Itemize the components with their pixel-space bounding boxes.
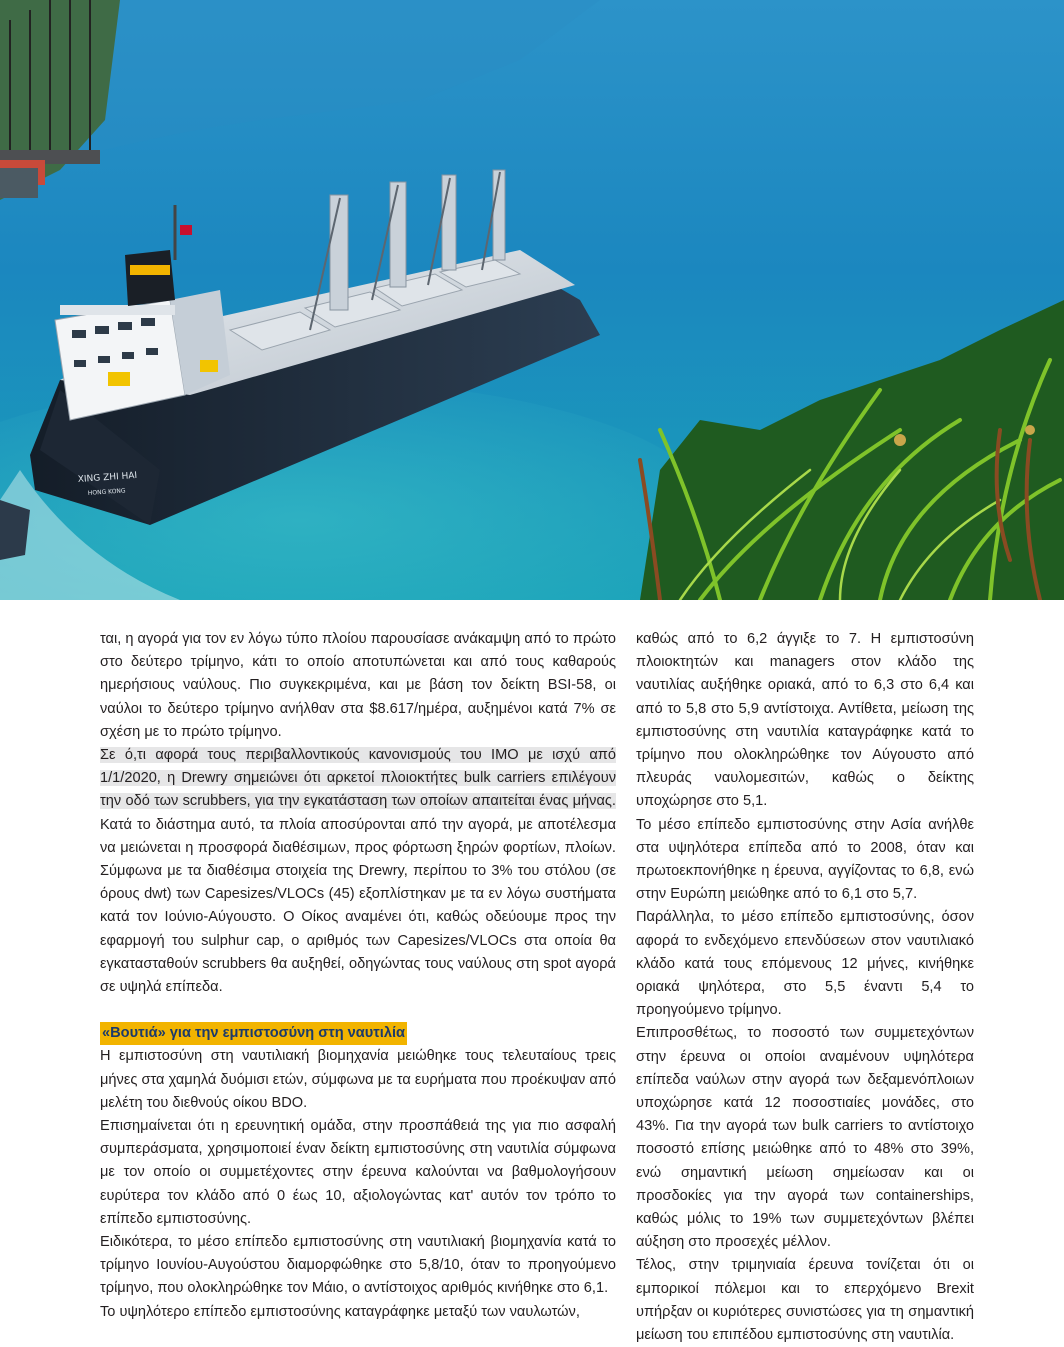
paragraph-text: Κατά το διάστημα αυτό, τα πλοία αποσύρονται από την αγορά, με αποτέλεσμα να μειώνεται η προσφορά διαθέσιμων, προς φόρτωση ξηρών φορτίων, πλοίων. Σύμφωνα με τα διαθέσιμα στοιχεία της Drewry, περίπου το 3% του στόλου (σε όρους dwt) των Capesizes/VLOCs (45) εξοπλίστηκαν με τα εν λόγω συστήματα κατά τον Ιούνιο-Αύγουστο. Ο Οίκος αναμένει ότι, καθώς οδεύουμε προς την εφαρμογή του sulphur cap, ο αριθμός των Capesizes/VLOCs στα οποία θα εγκατασταθούν scrubbers θα αυξηθεί, οδηγώντας τους ναύλους στη spot αγορά σε υψηλά επίπεδα. bbox=[100, 816, 616, 996]
section-heading: «Βουτιά» για την εμπιστοσύνη στη ναυτιλία bbox=[100, 1022, 407, 1045]
article-right-column bbox=[636, 628, 974, 1347]
bulk-carrier-ship-photo-icon bbox=[0, 0, 1064, 600]
paragraph: καθώς από το 6,2 άγγιξε το 7. Η εμπιστοσύνη πλοιοκτητών και managers στον κλάδο της ναυτιλίας αυξήθηκε οριακά, από το 6,3 στο 6,4 και από το 5,8 στο 5,9 αντίστοιχα. Αντίθετα, μείωση της εμπιστοσύνης στη ναυτιλία καταγράφηκε κατά το τρίμηνο που ολοκληρώθηκε τον Αύγουστο από πλευράς ναυλομεσιτών, καθώς ο δείκτης υποχώρησε στο 5,1. bbox=[636, 631, 974, 810]
paragraph: Το μέσο επίπεδο εμπιστοσύνης στην Ασία ανήλθε στα υψηλότερα επίπεδα από το 2008, όταν και πρωτοεκπονήθηκε η έρευνα, αγγίζοντας το 6,8, ενώ στην Ευρώπη μειώθηκε από το 6,1 στο 5,7. bbox=[636, 816, 974, 903]
paragraph: Επισημαίνεται ότι η ερευνητική ομάδα, στην προσπάθειά της για πιο ασφαλή συμπεράσματα, χρησιμοποιεί έναν δείκτη εμπιστοσύνης στη ναυτιλία σύμφωνα με τον οποίο οι συμμετέχοντες στην έρευνα καλούνται να βαθμολογήσουν ευρύτερα τον κλάδο από 0 έως 10, αξιολογώντας κατ' αυτόν τον τρόπο το επίπεδο εμπιστοσύνης. bbox=[100, 1118, 616, 1227]
ship-photo bbox=[0, 0, 1064, 600]
section-spacer bbox=[100, 999, 616, 1022]
paragraph: Ειδικότερα, το μέσο επίπεδο εμπιστοσύνης στη ναυτιλιακή βιομηχανία κατά το τρίμηνο Ιουνίου-Αυγούστου διαμορφώθηκε στο 5,8/10, όταν το προηγούμενο τρίμηνο, που ολοκληρώθηκε τον Μάιο, ο αντίστοιχος αριθμός κινήθηκε στο 6,1. bbox=[100, 1234, 616, 1297]
paragraph: Το υψηλότερο επίπεδο εμπιστοσύνης καταγράφηκε μεταξύ των ναυλωτών, bbox=[100, 1303, 580, 1320]
paragraph: Παράλληλα, το μέσο επίπεδο εμπιστοσύνης, όσον αφορά το ενδεχόμενο επενδύσεων στον ναυτιλιακό κλάδο κατά τους επόμενους 12 μήνες, κινήθηκε οριακά ψηλότερα, στο 5,5 έναντι 5,4 το προηγούμενο τρίμηνο. bbox=[636, 909, 974, 1019]
paragraph: ται, η αγορά για τον εν λόγω τύπο πλοίου παρουσίασε ανάκαμψη από το πρώτο στο δεύτερο τρίμηνο, κάτι το οποίο αποτυπώνεται και από τους καθαρούς ημερήσιους ναύλους. Πιο συγκεκριμένα, και με βάση τον δείκτη BSI-58, οι ναύλοι το δεύτερο τρίμηνο ανήλθαν στα $8.617/ημέρα, αυξημένοι κατά 7% σε σχέση με το πρώτο τρίμηνο. bbox=[100, 631, 616, 740]
paragraph: Επιπροσθέτως, το ποσοστό των συμμετεχόντων στην έρευνα οι οποίοι αναμένουν υψηλότερα επίπεδα ναύλων στην αγορά των δεξαμενόπλοιων υποχώρησε κατά 12 ποσοστιαίες μονάδες, στο 43%. Για την αγορά των bulk carriers το αντίστοιχο ποσοστό επίσης μειώθηκε από το 48% στο 39%, ενώ σημαντική μείωση σημείωσαν και οι προσδοκίες για την αγορά των containerships, καθώς μόλις το 19% των συμμετεχόντων βλέπει αύξηση στο προσεχές μέλλον. bbox=[636, 1025, 974, 1251]
ship-name-text: XING ZHI HAI bbox=[77, 470, 138, 485]
article-left-column bbox=[100, 628, 616, 1324]
ship-port-text: HONG KONG bbox=[87, 487, 126, 497]
section-heading-row bbox=[100, 1022, 616, 1045]
paragraph bbox=[100, 744, 616, 999]
paragraph: Τέλος, στην τριμηνιαία έρευνα τονίζεται ότι οι εμπορικοί πόλεμοι και το επερχόμενο Brexit υπήρξαν οι κυριότερες συνιστώσες για τη σημαντική μείωση του επιπέδου εμπιστοσύνης στη ναυτιλία. bbox=[636, 1257, 974, 1344]
paragraph: Η εμπιστοσύνη στη ναυτιλιακή βιομηχανία μειώθηκε τους τελευταίους τρεις μήνες στα χαμηλά δυόμισι ετών, σύμφωνα με τα ευρήματα που προέκυψαν από μελέτη του διεθνούς οίκου BDO. bbox=[100, 1048, 616, 1111]
highlighted-text: Σε ό,τι αφορά τους περιβαλλοντικούς κανονισμούς του IMO με ισχύ από 1/1/2020, η Drewry σημειώνει ότι αρκετοί πλοιοκτήτες bulk carriers επιλέγουν την οδό των scrubbers, για την εγκατάσταση των οποίων απαιτείται ένας μήνας. bbox=[100, 747, 616, 810]
